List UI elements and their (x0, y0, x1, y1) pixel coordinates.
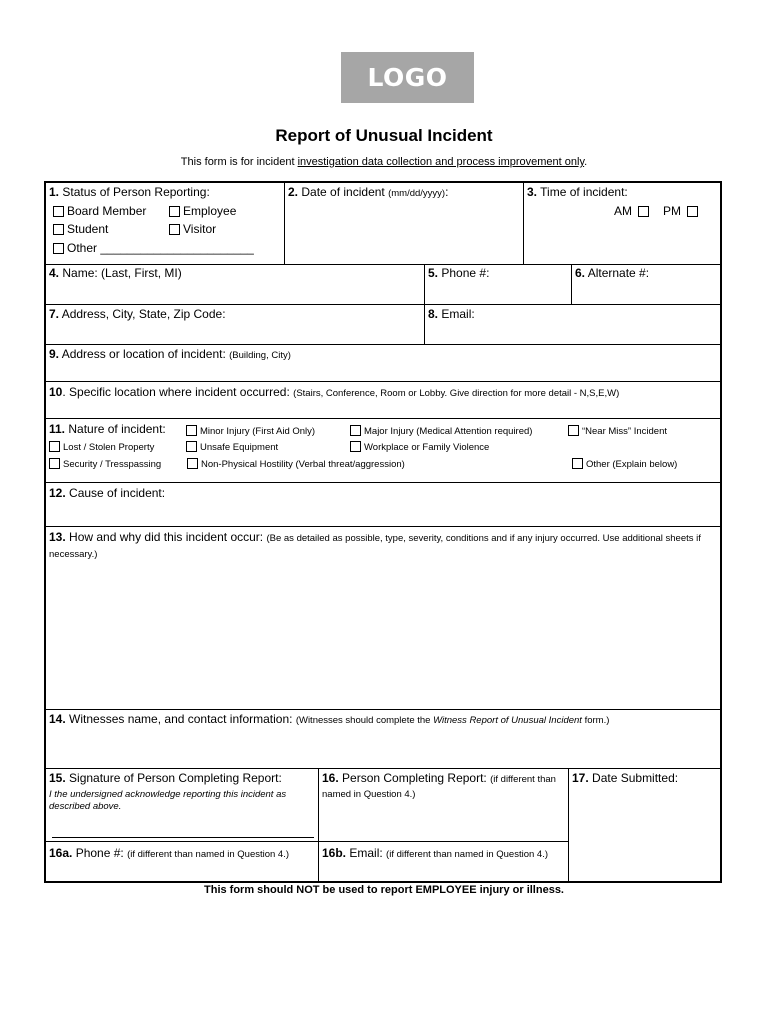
checkbox-icon[interactable] (638, 206, 649, 217)
q17-label (572, 771, 678, 786)
subtitle-period: . (584, 156, 588, 168)
checkbox-am[interactable] (614, 204, 652, 219)
q16a-text: Phone #: (75, 846, 128, 860)
q17-text: Date Submitted: (592, 771, 679, 785)
logo (341, 52, 474, 103)
option-label: Lost / Stolen Property (63, 442, 155, 453)
q13-number: 13. (49, 530, 66, 544)
checkbox-near-miss[interactable] (568, 424, 667, 439)
q7-number: 7. (49, 307, 60, 321)
q13-label (49, 530, 717, 562)
row-divider (45, 304, 722, 305)
row-divider (45, 264, 722, 265)
checkbox-major-injury[interactable] (350, 424, 532, 439)
q8-text: Email: (441, 307, 475, 321)
q12-text: Cause of incident: (69, 486, 166, 500)
checkbox-icon[interactable] (186, 425, 197, 436)
q16-text: Person Completing Report: (342, 771, 491, 785)
q8-label (428, 307, 475, 322)
checkbox-icon[interactable] (53, 224, 64, 235)
q10-number: 10 (49, 385, 63, 399)
row-divider (45, 482, 722, 483)
q1-number: 1. (49, 185, 60, 199)
q5-text: Phone #: (441, 266, 490, 280)
col-divider (284, 183, 285, 264)
q14-label (49, 712, 609, 728)
subtitle-underlined: investigation data collection and process improvement only (297, 156, 585, 168)
q12-number: 12. (49, 486, 66, 500)
col-divider (318, 768, 319, 883)
q7-text: Address, City, State, Zip Code: (61, 307, 226, 321)
option-label: Non-Physical Hostility (Verbal threat/aggression) (201, 459, 405, 470)
option-label: “Near Miss” Incident (582, 426, 667, 437)
option-label: Student (67, 222, 109, 236)
q9-label (49, 347, 291, 363)
form-title: Report of Unusual Incident (275, 126, 493, 145)
checkbox-icon[interactable] (53, 206, 64, 217)
q1-text: Status of Person Reporting: (62, 185, 210, 199)
checkbox-icon[interactable] (49, 441, 60, 452)
q2-text: Date of incident (301, 185, 389, 199)
am-label: AM (614, 204, 632, 218)
checkbox-other-explain[interactable] (572, 457, 677, 472)
q16-hint: (if different than named in Question 4.) (322, 774, 556, 800)
option-label: Other _______________________ (67, 241, 254, 255)
option-label: Minor Injury (First Aid Only) (200, 426, 316, 437)
q11-label (49, 422, 166, 437)
q15-number: 15. (49, 771, 66, 785)
q16-label (322, 771, 566, 801)
checkbox-icon[interactable] (350, 441, 361, 452)
checkbox-other[interactable] (53, 241, 254, 256)
q6-label (575, 266, 649, 281)
col-divider (523, 183, 524, 264)
option-label: Other (Explain below) (586, 459, 678, 470)
q3-label (527, 185, 628, 200)
q11-text: Nature of incident: (68, 422, 166, 436)
checkbox-icon[interactable] (572, 458, 583, 469)
checkbox-security[interactable] (49, 457, 161, 472)
q14-hint-end: form.) (581, 715, 610, 726)
checkbox-board-member[interactable] (53, 204, 146, 219)
checkbox-icon[interactable] (169, 206, 180, 217)
q16a-hint: (if different than named in Question 4.) (127, 849, 290, 860)
q4-text: Name: (Last, First, MI) (62, 266, 182, 280)
q14-hint-italic: Witness Report of Unusual Incident (433, 715, 582, 726)
q13-text: How and why did this incident occur: (69, 530, 267, 544)
col-divider (571, 264, 572, 304)
checkbox-icon[interactable] (186, 441, 197, 452)
q5-label (428, 266, 489, 281)
q4-number: 4. (49, 266, 60, 280)
footer-note: This form should NOT be used to report EMPLOYEE injury or illness. (204, 884, 564, 896)
option-label: Workplace or Family Violence (364, 442, 490, 453)
q15-text: Signature of Person Completing Report: (69, 771, 282, 785)
checkbox-student[interactable] (53, 222, 108, 237)
checkbox-non-physical-hostility[interactable] (187, 457, 405, 472)
q16b-label (322, 846, 548, 862)
q15-note: I the undersigned acknowledge reporting this incident as described above. (49, 789, 287, 812)
checkbox-lost-stolen[interactable] (49, 440, 154, 455)
option-label: Employee (183, 204, 237, 218)
q16a-number: 16a. (49, 846, 73, 860)
q2-label (288, 185, 448, 201)
q10-label (49, 385, 619, 401)
q16b-hint: (if different than named in Question 4.) (386, 849, 548, 860)
q4-label (49, 266, 182, 281)
q16b-text: Email: (349, 846, 387, 860)
q6-text: Alternate #: (587, 266, 650, 280)
option-label: Unsafe Equipment (200, 442, 279, 453)
row-divider (45, 381, 722, 382)
q12-label (49, 486, 165, 501)
q14-hint: (Witnesses should complete the (295, 715, 434, 726)
q7-label (49, 307, 226, 322)
q13-hint: (Be as detailed as possible, type, severity, conditions and if any injury occurred. Use additional sheets if necessary.) (49, 533, 701, 560)
q2-hint: (mm/dd/yyyy) (388, 188, 446, 199)
checkbox-icon[interactable] (687, 206, 698, 217)
q16-number: 16. (322, 771, 339, 785)
q1-label (49, 185, 210, 200)
checkbox-visitor[interactable] (169, 222, 216, 237)
form-subtitle (0, 156, 768, 168)
checkbox-icon[interactable] (568, 425, 579, 436)
checkbox-icon[interactable] (350, 425, 361, 436)
checkbox-minor-injury[interactable] (186, 424, 315, 439)
q10-hint: (Stairs, Conference, Room or Lobby. Give direction for more detail - N,S,E,W) (293, 388, 620, 399)
pm-label: PM (663, 204, 681, 218)
q9-number: 9. (49, 347, 60, 361)
q16a-label (49, 846, 289, 862)
row-divider (45, 526, 722, 527)
q9-text: Address or location of incident: (61, 347, 230, 361)
q11-number: 11. (49, 422, 66, 436)
checkbox-icon[interactable] (187, 458, 198, 469)
q2-colon: : (445, 185, 449, 199)
option-label: Security / Tresspassing (63, 459, 162, 470)
q15-label (49, 771, 282, 786)
option-label: Visitor (183, 222, 217, 236)
q3-text: Time of incident: (540, 185, 628, 199)
q2-number: 2. (288, 185, 299, 199)
checkbox-unsafe-equipment[interactable] (186, 440, 278, 455)
q14-number: 14. (49, 712, 66, 726)
row-divider (45, 418, 722, 419)
q16b-number: 16b. (322, 846, 347, 860)
checkbox-pm[interactable] (663, 204, 701, 219)
q5-number: 5. (428, 266, 439, 280)
q3-number: 3. (527, 185, 538, 199)
logo-text: LOGO (367, 63, 448, 92)
q6-number: 6. (575, 266, 586, 280)
row-divider (45, 344, 722, 345)
option-label: Major Injury (Medical Attention required) (364, 426, 533, 437)
checkbox-icon[interactable] (169, 224, 180, 235)
q8-number: 8. (428, 307, 439, 321)
subtitle-text: This form is for incident (180, 156, 298, 168)
col-divider (424, 264, 425, 344)
checkbox-employee[interactable] (169, 204, 236, 219)
q17-number: 17. (572, 771, 589, 785)
row-divider (45, 841, 568, 842)
checkbox-icon[interactable] (53, 243, 64, 254)
checkbox-workplace-violence[interactable] (350, 440, 489, 455)
col-divider (568, 768, 569, 883)
signature-line[interactable] (52, 837, 314, 838)
row-divider (45, 768, 722, 769)
q14-text: Witnesses name, and contact information: (69, 712, 296, 726)
q10-text: . Specific location where incident occurred: (62, 385, 294, 399)
row-divider (45, 709, 722, 710)
option-label: Board Member (67, 204, 147, 218)
q9-hint: (Building, City) (229, 350, 291, 361)
checkbox-icon[interactable] (49, 458, 60, 469)
